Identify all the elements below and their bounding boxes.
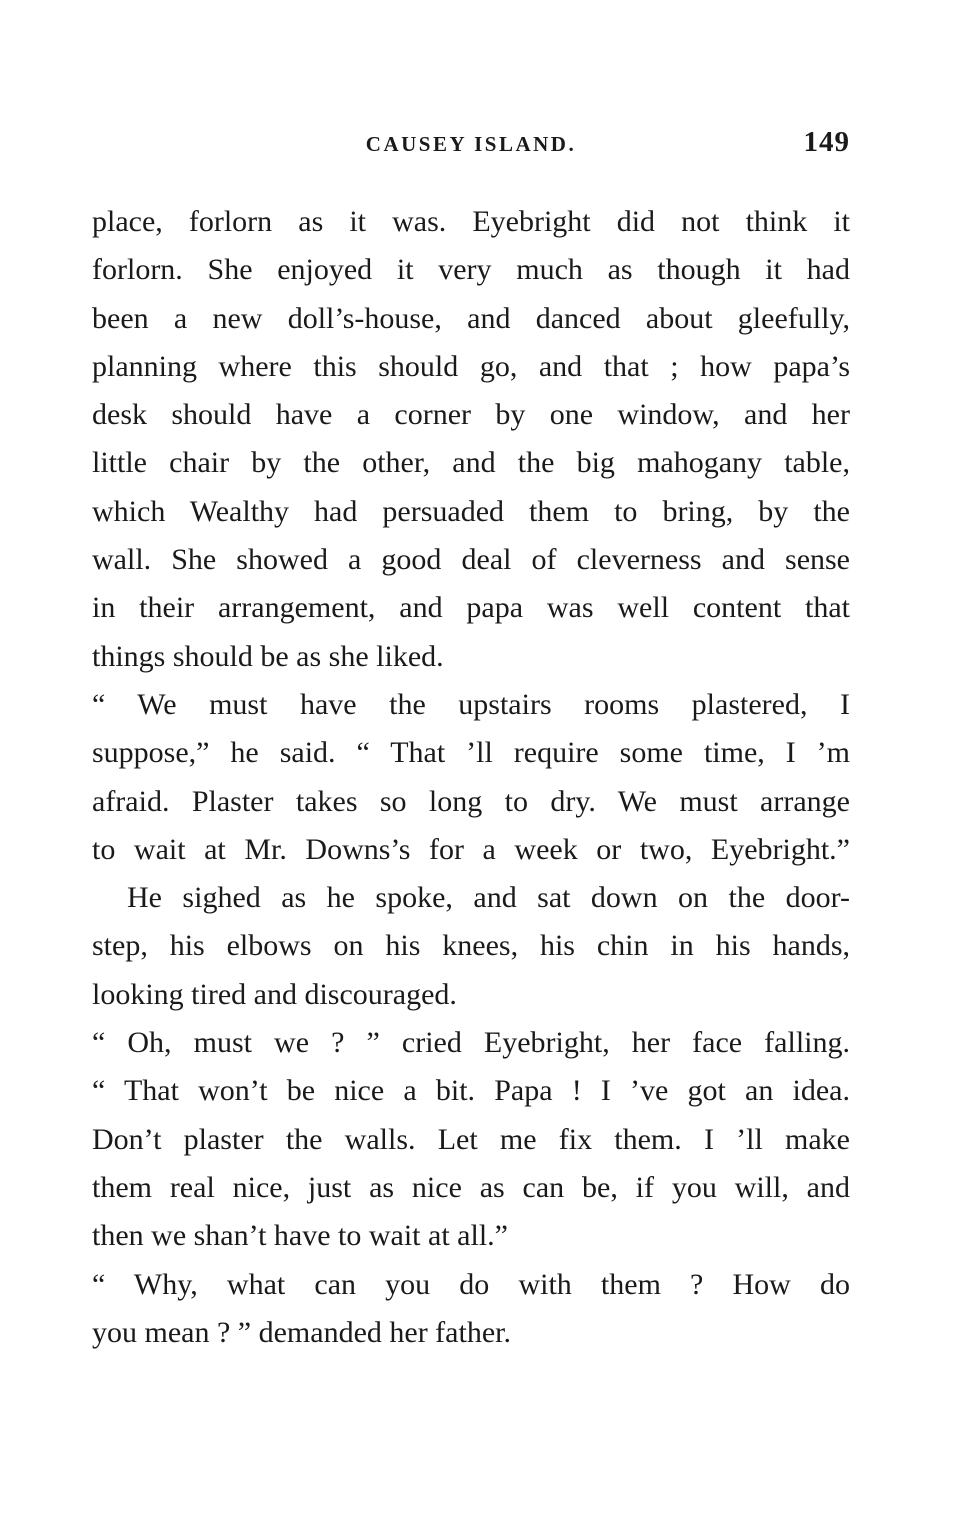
text-line: looking tired and discouraged. xyxy=(92,977,457,1011)
text-line: step, his elbows on his knees, his chin in his hands, xyxy=(92,929,850,963)
paragraph xyxy=(92,1019,850,1260)
text-line: them real nice, just as nice as can be, if you will, and xyxy=(92,1170,850,1204)
text-line: “ That won’t be nice a bit. Papa ! I ’ve got an idea. xyxy=(92,1074,850,1108)
paragraph xyxy=(92,1261,850,1358)
paragraph xyxy=(92,681,850,874)
text-line: afraid. Plaster takes so long to dry. We must arrange xyxy=(92,784,850,818)
text-line: been a new doll’s-house, and danced about gleefully, xyxy=(92,301,850,335)
text-line: which Wealthy had persuaded them to bring, by the xyxy=(92,494,850,528)
body-text xyxy=(92,198,850,1357)
text-line: things should be as she liked. xyxy=(92,639,444,673)
running-title: CAUSEY ISLAND. xyxy=(365,132,577,156)
text-line: place, forlorn as it was. Eyebright did not think it xyxy=(92,205,850,238)
text-line: wall. She showed a good deal of cleverness and sense xyxy=(92,543,850,577)
text-line: you mean ? ” demanded her father. xyxy=(92,1315,511,1349)
text-line: in their arrangement, and papa was well content that xyxy=(92,591,850,625)
text-line: planning where this should go, and that ; how papa’s xyxy=(92,349,850,383)
paragraph xyxy=(92,874,850,1019)
text-line: He sighed as he spoke, and sat down on the door- xyxy=(127,881,850,915)
text-line: suppose,” he said. “ That ’ll require some time, I ’m xyxy=(92,736,850,770)
text-line: little chair by the other, and the big mahogany table, xyxy=(92,446,850,480)
text-line: then we shan’t have to wait at all.” xyxy=(92,1219,508,1253)
text-line: “ We must have the upstairs rooms plastered, I xyxy=(92,687,850,721)
page-number: 149 xyxy=(803,126,850,158)
text-line: “ Oh, must we ? ” cried Eyebright, her face falling. xyxy=(92,1026,850,1060)
paragraph xyxy=(92,198,850,681)
text-line: to wait at Mr. Downs’s for a week or two, Eyebright.” xyxy=(92,832,850,866)
text-line: desk should have a corner by one window, and her xyxy=(92,398,850,432)
running-head xyxy=(92,126,850,166)
text-line: “ Why, what can you do with them ? How do xyxy=(92,1267,850,1301)
text-line: forlorn. She enjoyed it very much as though it had xyxy=(92,253,850,287)
text-line: Don’t plaster the walls. Let me fix them. I ’ll make xyxy=(92,1122,850,1156)
